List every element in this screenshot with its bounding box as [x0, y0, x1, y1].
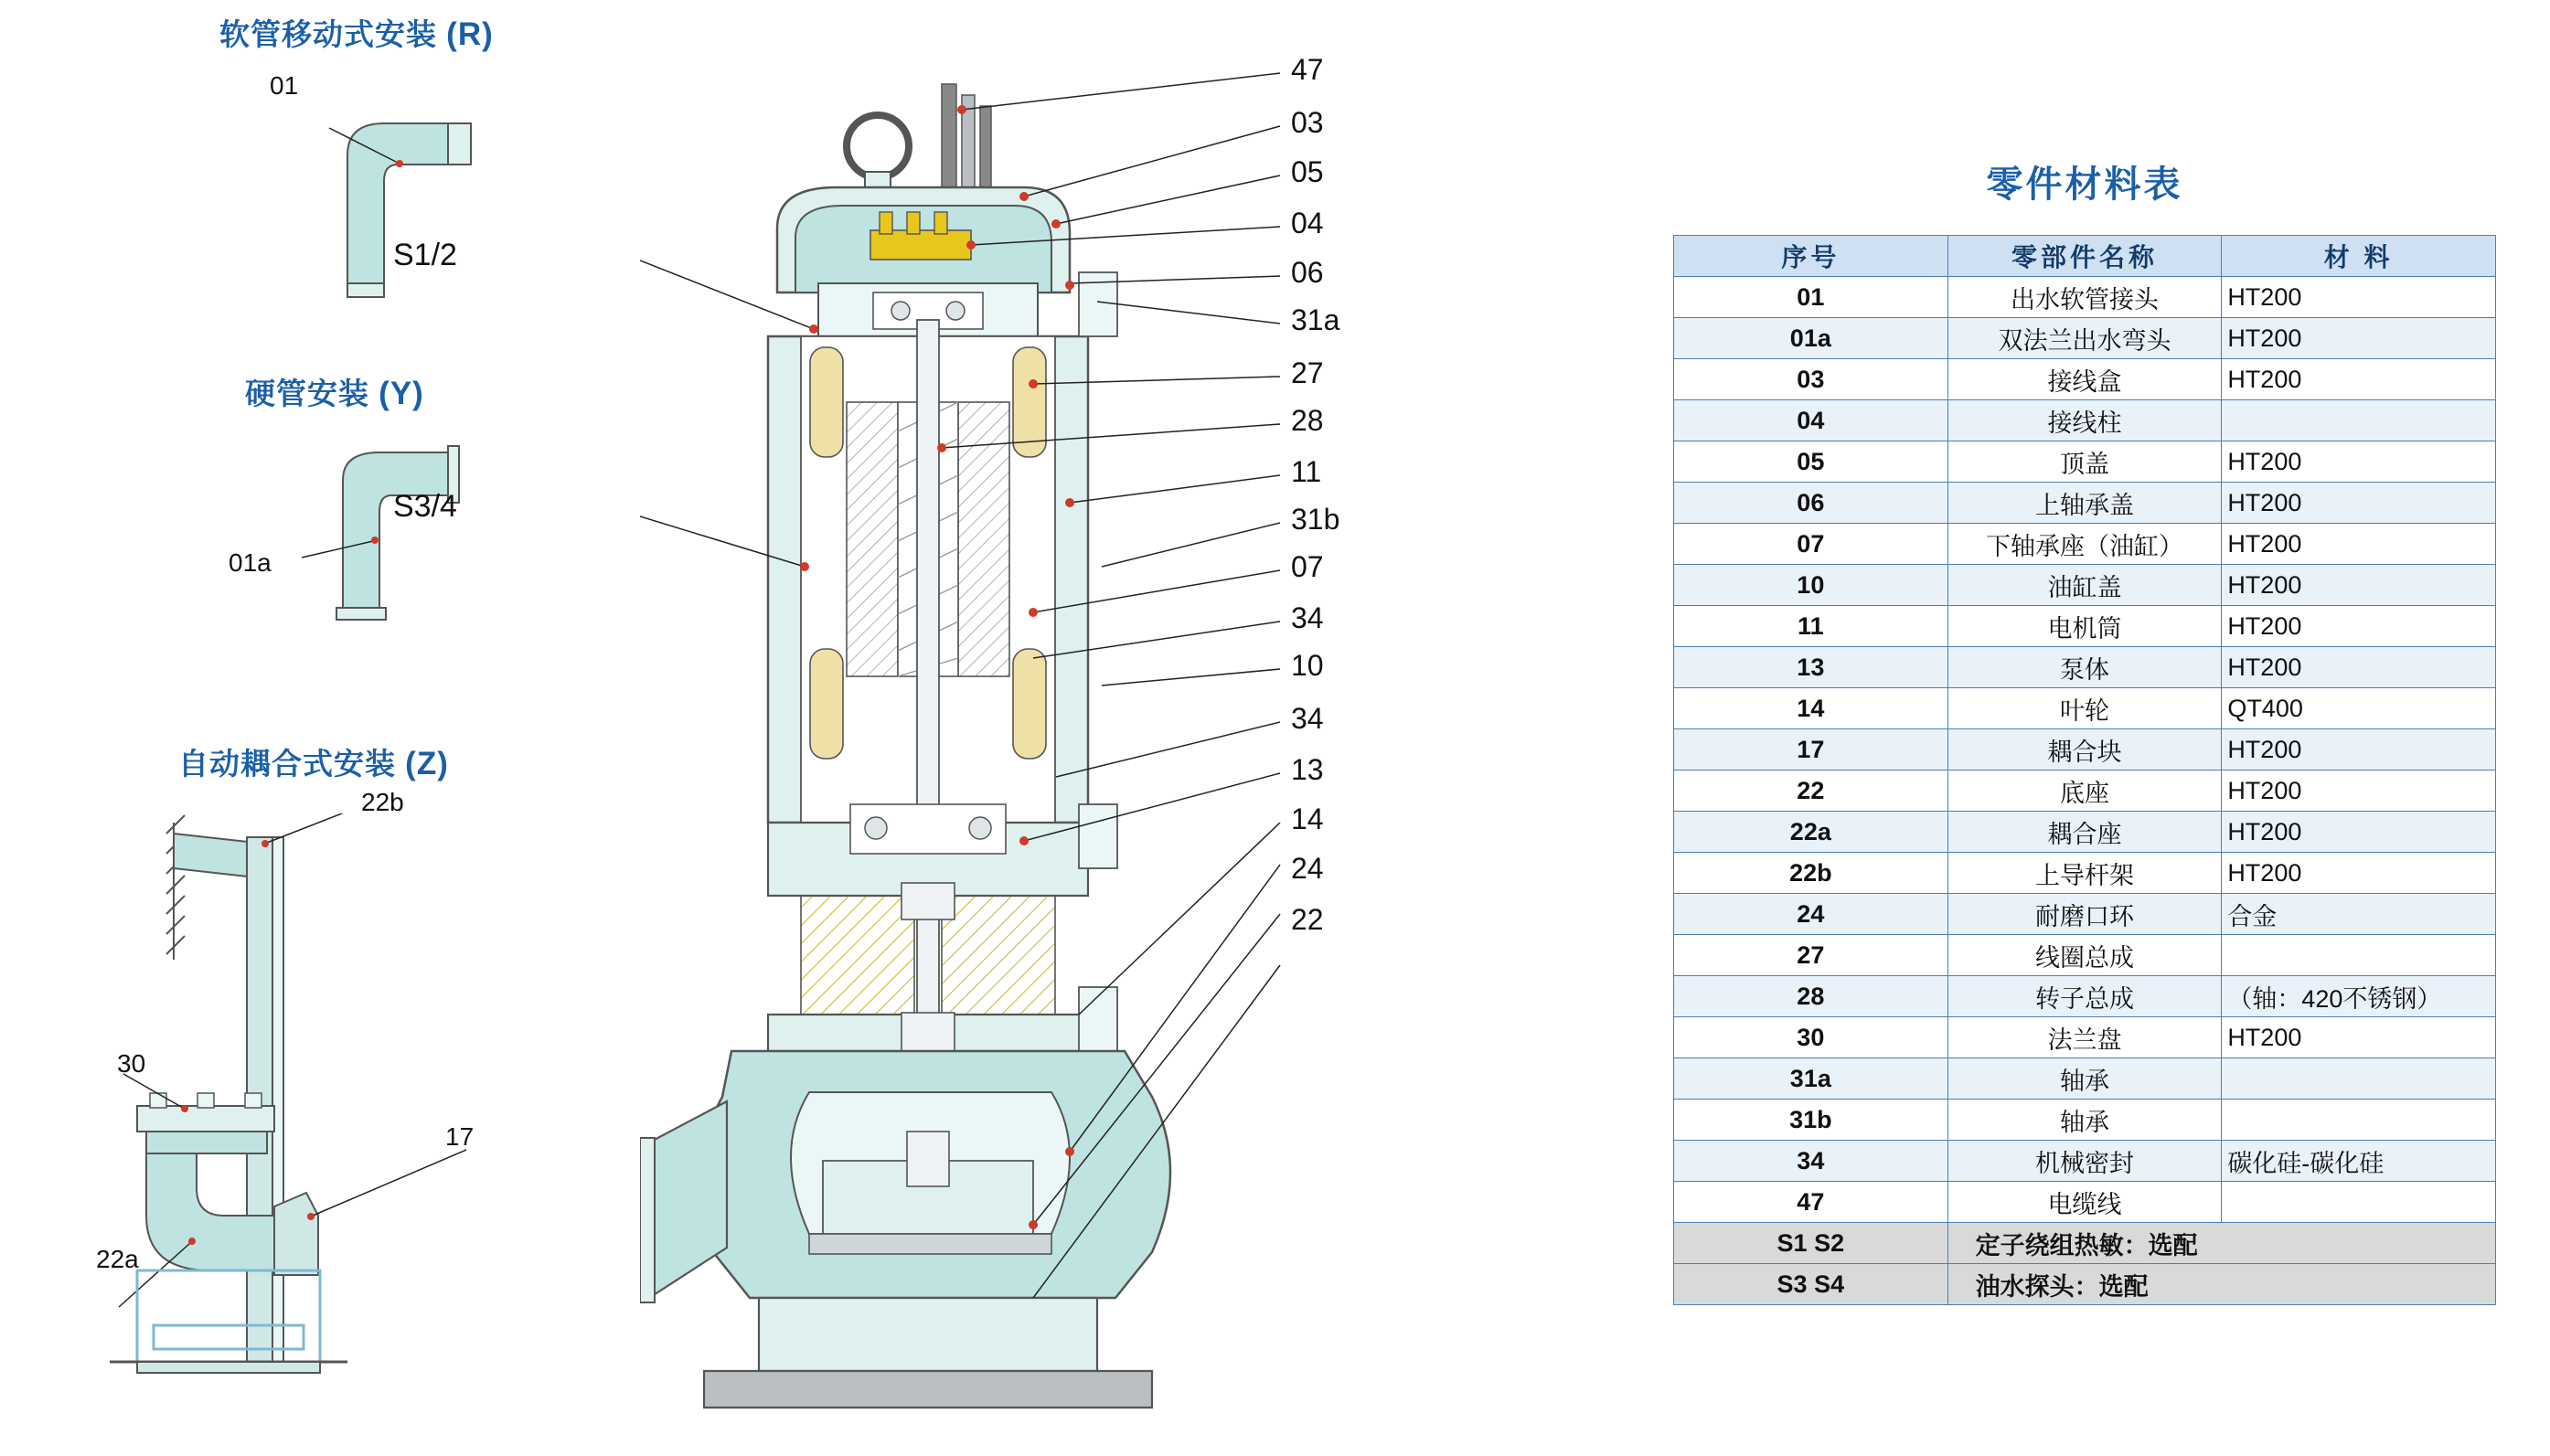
cell-material: QT400: [2222, 688, 2496, 729]
table-row: [1674, 1100, 2496, 1141]
table-row: [1674, 976, 2496, 1017]
cell-name: 电机筒: [1947, 606, 2222, 647]
cell-name: 双法兰出水弯头: [1947, 318, 2222, 359]
callout-31b: 31b: [1291, 503, 1340, 536]
cell-no: 22b: [1674, 853, 1948, 894]
parts-table: [1673, 235, 2496, 1305]
cell-name: 耦合块: [1947, 729, 2222, 771]
table-option-row: [1674, 1223, 2496, 1264]
cell-no: 31a: [1674, 1058, 1948, 1100]
cell-option-text: 定子绕组热敏：选配: [1947, 1223, 2495, 1264]
callout-06: 06: [1291, 256, 1324, 289]
callout-01: 01: [270, 71, 299, 100]
callout-24: 24: [1291, 852, 1324, 885]
cell-name: 叶轮: [1947, 688, 2222, 729]
cell-no: 01a: [1674, 318, 1948, 359]
callout-22: 22: [1291, 903, 1324, 936]
callout-22b: 22b: [361, 788, 404, 816]
table-row: [1674, 1182, 2496, 1223]
cell-no: 22: [1674, 771, 1948, 812]
table-row: [1674, 647, 2496, 688]
table-row: [1674, 565, 2496, 606]
pump-svg: [640, 18, 1673, 1444]
install-title-Z: 自动耦合式安装 (Z): [178, 746, 449, 781]
section-label-s12: S1/2: [393, 238, 457, 272]
cell-material: HT200: [2222, 524, 2496, 565]
table-option-row: [1674, 1264, 2496, 1305]
cell-material: HT200: [2222, 359, 2496, 400]
callout-10: 10: [1291, 649, 1324, 682]
callout-04: 04: [1291, 207, 1324, 239]
section-label-s34: S3/4: [393, 489, 457, 524]
cell-material: HT200: [2222, 729, 2496, 771]
cell-no: 10: [1674, 565, 1948, 606]
callout-28: 28: [1291, 404, 1324, 437]
header-name: 零部件名称: [1947, 236, 2222, 277]
table-row: [1674, 853, 2496, 894]
cell-no: 22a: [1674, 812, 1948, 853]
cell-name: 油缸盖: [1947, 565, 2222, 606]
callout-07: 07: [1291, 550, 1324, 583]
cell-material: HT200: [2222, 441, 2496, 483]
cell-name: 转子总成: [1947, 976, 2222, 1017]
table-row: [1674, 894, 2496, 935]
cell-no: 17: [1674, 729, 1948, 771]
variant-Y-drawing: [265, 430, 558, 631]
table-row: [1674, 688, 2496, 729]
cell-no: 24: [1674, 894, 1948, 935]
callout-34a: 34: [1291, 601, 1324, 634]
cell-name: 上轴承盖: [1947, 483, 2222, 524]
cell-material: 合金: [2222, 894, 2496, 935]
cell-material: HT200: [2222, 1017, 2496, 1058]
cell-no: 28: [1674, 976, 1948, 1017]
cell-name: 底座: [1947, 771, 2222, 812]
cell-no: 14: [1674, 688, 1948, 729]
cell-material: HT200: [2222, 812, 2496, 853]
cell-no: 03: [1674, 359, 1948, 400]
callout-30: 30: [117, 1049, 146, 1078]
callout-31a: 31a: [1291, 303, 1340, 336]
parts-table-title: 零件材料表: [1986, 165, 2183, 205]
cell-name: 轴承: [1947, 1058, 2222, 1100]
cell-name: 轴承: [1947, 1100, 2222, 1141]
cell-name: 机械密封: [1947, 1141, 2222, 1182]
cell-material: HT200: [2222, 483, 2496, 524]
cell-material: [2222, 935, 2496, 976]
install-title-R: 软管移动式安装 (R): [219, 16, 494, 52]
cell-name: 法兰盘: [1947, 1017, 2222, 1058]
callout-05: 05: [1291, 155, 1324, 188]
cell-material: [2222, 400, 2496, 441]
table-row: [1674, 1141, 2496, 1182]
cell-material: （轴：420不锈钢）: [2222, 976, 2496, 1017]
cell-material: [2222, 1182, 2496, 1223]
table-header-row: [1674, 236, 2496, 277]
table-row: [1674, 729, 2496, 771]
cell-material: [2222, 1058, 2496, 1100]
callout-27: 27: [1291, 356, 1324, 389]
cell-material: [2222, 1100, 2496, 1141]
install-title-Y: 硬管安装 (Y): [245, 376, 424, 411]
cell-no: 06: [1674, 483, 1948, 524]
cell-no: 31b: [1674, 1100, 1948, 1141]
callout-11: 11: [1291, 455, 1322, 488]
callout-01a: 01a: [229, 548, 272, 577]
table-row: [1674, 1058, 2496, 1100]
cell-name: 上导杆架: [1947, 853, 2222, 894]
cell-material: HT200: [2222, 318, 2496, 359]
cell-material: 碳化硅-碳化硅: [2222, 1141, 2496, 1182]
cell-option-text: 油水探头：选配: [1947, 1264, 2495, 1305]
table-row: [1674, 1017, 2496, 1058]
cell-no: 01: [1674, 277, 1948, 318]
cell-name: 电缆线: [1947, 1182, 2222, 1223]
cell-name: 顶盖: [1947, 441, 2222, 483]
cell-no: 30: [1674, 1017, 1948, 1058]
cell-material: HT200: [2222, 647, 2496, 688]
callout-14: 14: [1291, 802, 1324, 835]
variant-Z-drawing: [110, 813, 585, 1435]
table-row: [1674, 318, 2496, 359]
cell-material: HT200: [2222, 606, 2496, 647]
callout-17: 17: [445, 1122, 475, 1151]
parts-table-panel: [1673, 155, 2496, 1305]
cell-no: 47: [1674, 1182, 1948, 1223]
cell-name: 下轴承座（油缸）: [1947, 524, 2222, 565]
cell-no: 11: [1674, 606, 1948, 647]
cell-no: 04: [1674, 400, 1948, 441]
cell-no: 13: [1674, 647, 1948, 688]
table-row: [1674, 812, 2496, 853]
table-row: [1674, 359, 2496, 400]
cell-no: 05: [1674, 441, 1948, 483]
callout-47: 47: [1291, 53, 1324, 86]
callout-34b: 34: [1291, 702, 1324, 735]
cell-name: 泵体: [1947, 647, 2222, 688]
table-row: [1674, 606, 2496, 647]
cell-name: 耦合座: [1947, 812, 2222, 853]
cell-no: S1 S2: [1674, 1223, 1948, 1264]
cell-material: HT200: [2222, 771, 2496, 812]
cell-material: HT200: [2222, 565, 2496, 606]
callout-22a: 22a: [96, 1245, 139, 1273]
table-row: [1674, 441, 2496, 483]
table-row: [1674, 524, 2496, 565]
cell-no: 27: [1674, 935, 1948, 976]
header-no: 序号: [1674, 236, 1948, 277]
cell-no: S3 S4: [1674, 1264, 1948, 1305]
cell-no: 07: [1674, 524, 1948, 565]
cell-name: 线圈总成: [1947, 935, 2222, 976]
cell-name: 出水软管接头: [1947, 277, 2222, 318]
table-row: [1674, 771, 2496, 812]
cell-name: 耐磨口环: [1947, 894, 2222, 935]
callout-03: 03: [1291, 106, 1324, 139]
header-mat: 材 料: [2222, 236, 2496, 277]
callout-13: 13: [1291, 753, 1324, 786]
table-body: [1674, 277, 2496, 1305]
cell-material: HT200: [2222, 853, 2496, 894]
table-row: [1674, 935, 2496, 976]
cell-name: 接线盒: [1947, 359, 2222, 400]
table-row: [1674, 483, 2496, 524]
table-row: [1674, 277, 2496, 318]
cell-material: HT200: [2222, 277, 2496, 318]
table-row: [1674, 400, 2496, 441]
cell-no: 34: [1674, 1141, 1948, 1182]
cell-name: 接线柱: [1947, 400, 2222, 441]
